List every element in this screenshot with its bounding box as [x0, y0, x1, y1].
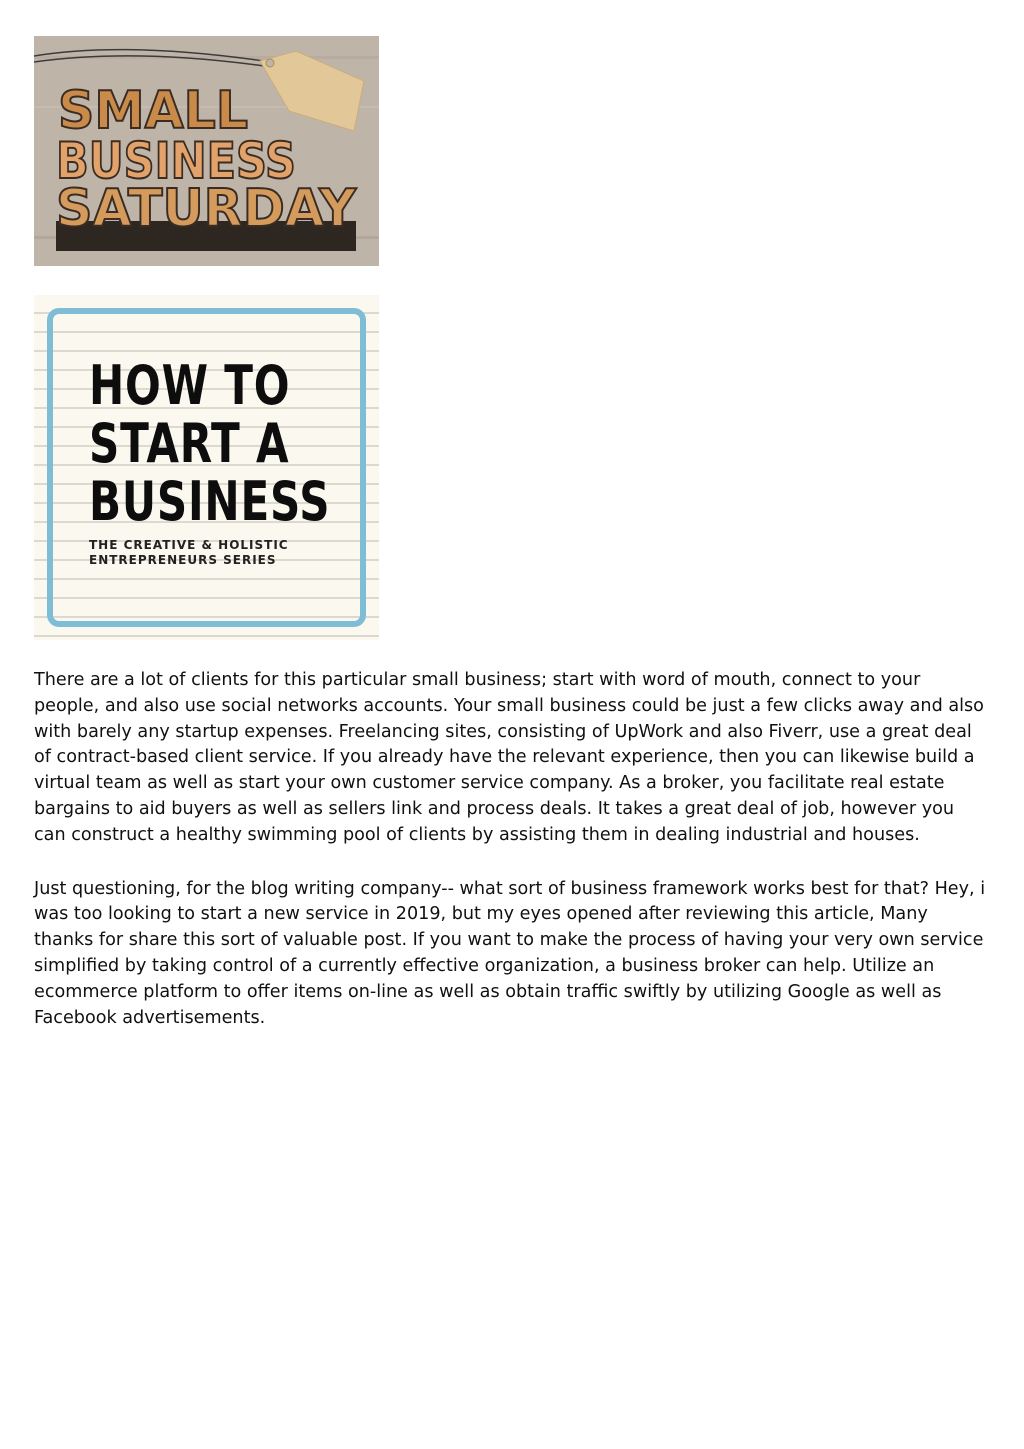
image-subtitle-line: ENTREPRENEURS SERIES — [89, 553, 277, 567]
image-title-line: BUSINESS — [89, 470, 331, 533]
small-business-saturday-image — [34, 36, 379, 266]
image-subtitle — [89, 538, 289, 568]
paragraph: Just questioning, for the blog writing company-- what sort of business framework works best for that? Hey, i was too looking to start a new service in 2019, but my eyes opened after reviewing this article, Many thanks for share this sort of valuable post. If you want to make the process of having your very own service simplified by taking control of a currently effective organization, a business broker can help. Utilize an ecommerce platform to offer items on-line as well as obtain traffic swiftly by utilizing Google as well as Facebook advertisements. — [34, 878, 986, 1028]
image-title-line: START A — [89, 412, 290, 475]
image-subtitle-line: THE CREATIVE & HOLISTIC — [89, 538, 289, 552]
paragraph: There are a lot of clients for this particular small business; start with word of mouth, connect to your people, and also use social networks accounts. Your small business could be just a few clicks away and also with barely any startup expenses. Freelancing sites, consisting of UpWork and also Fiverr, use a great deal of contract-based client service. If you already have the relevant experience, then you can likewise build a virtual team as well as start your own customer service company. As a broker, you facilitate real estate bargains to aid buyers as well as sellers link and process deals. It takes a great deal of job, however you can construct a healthy swimming pool of clients by assisting them in dealing industrial and houses. — [34, 670, 984, 845]
how-to-start-a-business-image — [34, 295, 379, 640]
image-line-3: SATURDAY — [56, 179, 358, 239]
article-body — [34, 668, 990, 1059]
image-title-line: HOW TO — [89, 354, 291, 417]
image-line-1: SMALL — [58, 81, 248, 141]
image-title — [89, 354, 331, 533]
image-line-2: BUSINESS — [56, 132, 296, 190]
